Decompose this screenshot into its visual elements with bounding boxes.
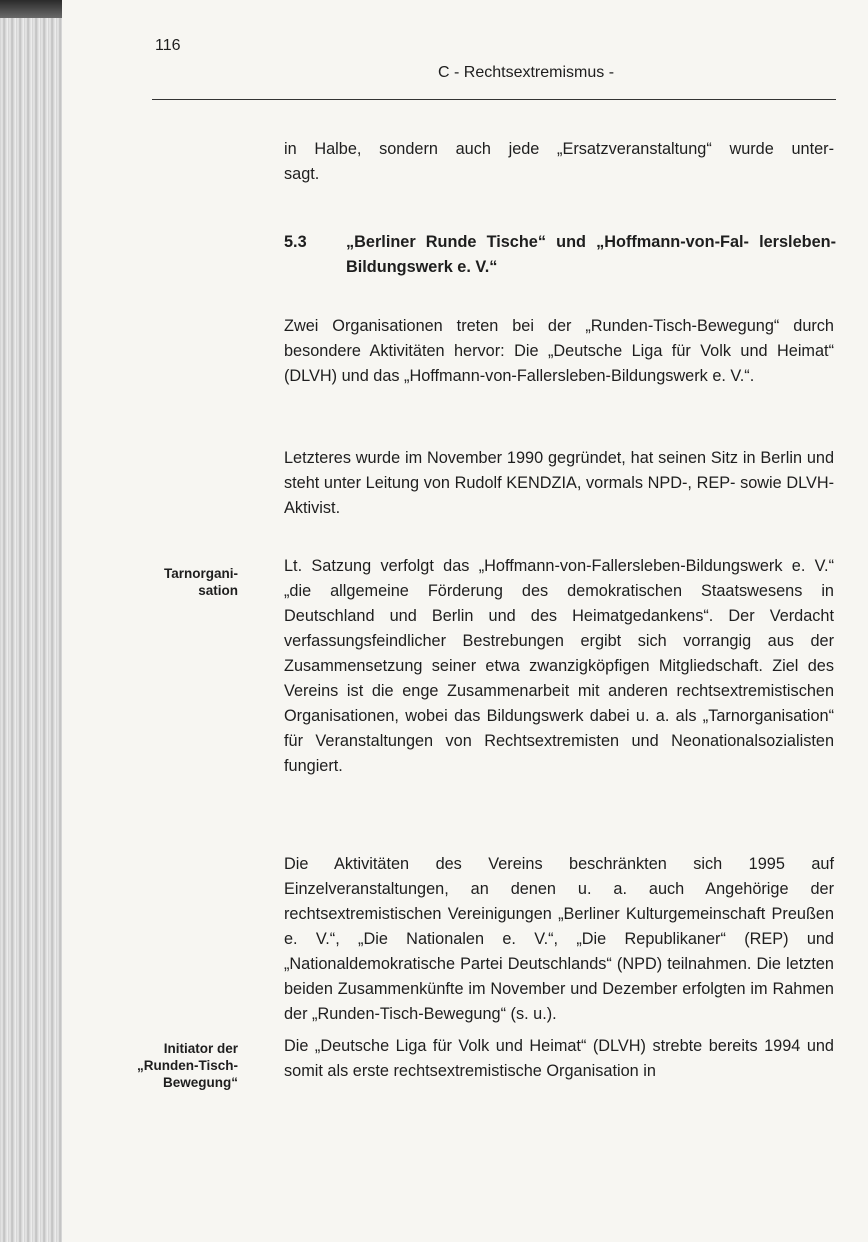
- section-number: 5.3: [284, 233, 307, 251]
- margin-note-initiator: [108, 1040, 238, 1091]
- book-binding-edge: [0, 0, 62, 1242]
- paragraph-3: Lt. Satzung verfolgt das „Hoffmann-von-Fallersleben-Bildungswerk e. V.“ „die allgemeine Förderung des demokratischen Staatswesens in Deutschland und Berlin und des Heimatgedankens“. Der Verdacht verfassungsfeindlicher Bestrebungen ergibt sich vorrangig aus der Zusammensetzung seiner etwa zwanzigköpfigen Mitgliedschaft. Ziel des Vereins ist die enge Zusammenarbeit mit anderen rechtsextremistischen Organisationen, wobei das Bildungswerk dabei u. a. als „Tarnorganisation“ für Veranstaltungen von Rechtsextremisten und Neonationalsozialisten fungiert.: [284, 557, 834, 775]
- intro-line-2: sagt.: [284, 165, 320, 183]
- intro-paragraph: [284, 137, 834, 187]
- margin-note-tarnorganisation: [108, 565, 238, 599]
- section-heading: [284, 230, 836, 280]
- margin-note-line: „Runden-Tisch-: [137, 1058, 238, 1073]
- paragraph-2: Letzteres wurde im November 1990 gegründet, hat seinen Sitz in Berlin und steht unter Leitung von Rudolf KENDZIA, vormals NPD-, REP- sowie DLVH-Aktivist.: [284, 449, 834, 517]
- binding-shadow: [0, 0, 62, 18]
- margin-note-line: Tarnorgani-: [164, 566, 238, 581]
- margin-note-line: Initiator der: [163, 1041, 238, 1056]
- margin-note-line: Bewegung“: [162, 1075, 238, 1090]
- paragraph-5: Die „Deutsche Liga für Volk und Heimat“ (DLVH) strebte bereits 1994 und somit als erste rechtsextremistische Organisation in: [284, 1037, 834, 1080]
- intro-line-1: in Halbe, sondern auch jede „Ersatzveranstaltung“ wurde unter-: [284, 140, 834, 158]
- header-rule: [152, 99, 836, 100]
- page-number: 116: [155, 37, 181, 54]
- paragraph-1: Zwei Organisationen treten bei der „Runden-Tisch-Bewegung“ durch besondere Aktivitäten hervor: Die „Deutsche Liga für Volk und Heimat“ (DLVH) und das „Hoffmann-von-Fallersleben-Bildungswerk e. V.“.: [284, 317, 834, 385]
- paragraph-4: Die Aktivitäten des Vereins beschränkten sich 1995 auf Einzelveranstaltungen, an denen u. a. auch Angehörige der rechtsextremistischen Vereinigungen „Berliner Kulturgemeinschaft Preußen e. V.“, „Die Nationalen e. V.“, „Die Republikaner“ (REP) und „Nationaldemokratische Partei Deutschlands“ (NPD) teilnahmen. Die letzten beiden Zusammenkünfte im November und Dezember erfolgten im Rahmen der „Runden-Tisch-Bewegung“ (s. u.).: [284, 855, 834, 1023]
- running-head: C - Rechtsextremismus -: [438, 64, 615, 81]
- section-title: „Berliner Runde Tische“ und „Hoffmann-von-Fal- lersleben-Bildungswerk e. V.“: [346, 233, 836, 276]
- margin-note-line: sation: [198, 583, 238, 598]
